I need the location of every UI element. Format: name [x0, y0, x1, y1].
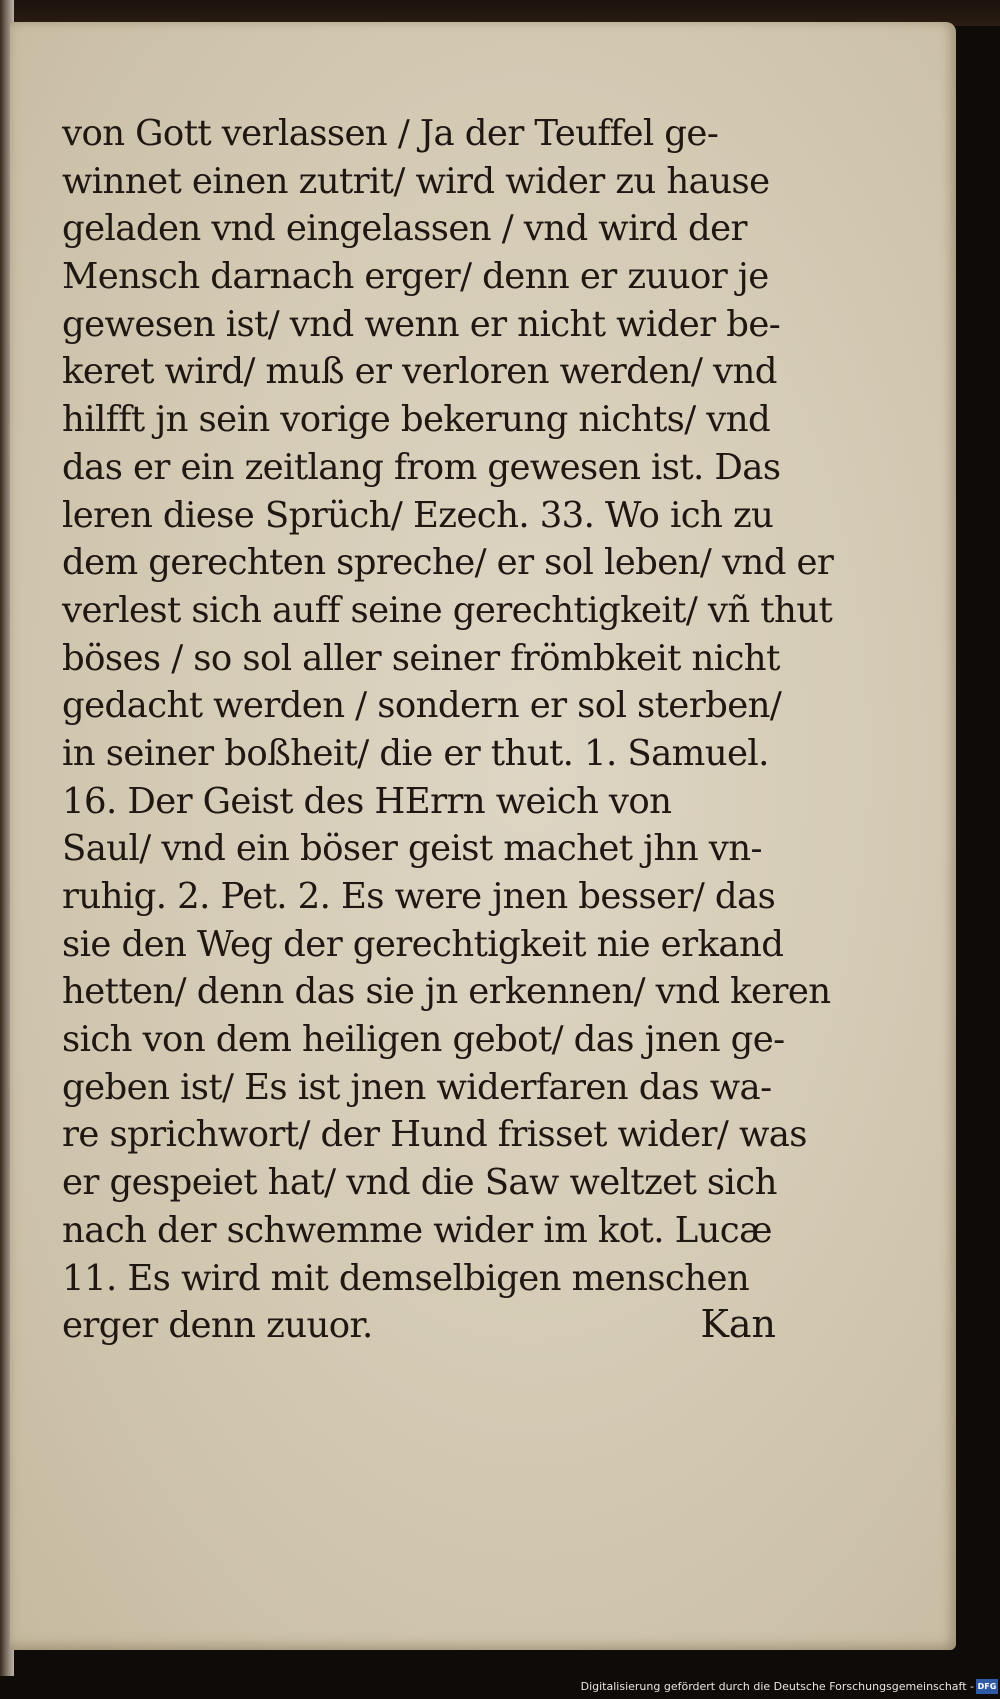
text-line: 16. Der Geist des HErrn weich von — [62, 780, 672, 822]
text-line: leren diese Sprüch/ Ezech. 33. Wo ich zu — [62, 494, 774, 536]
text-line: re sprichwort/ der Hund frisset wider/ was — [62, 1114, 807, 1156]
catchword: Kan — [700, 1302, 776, 1346]
dfg-logo: DFG — [976, 1679, 998, 1694]
text-line: Saul/ vnd ein böser geist machet jhn vn- — [62, 828, 762, 870]
page-body-text — [62, 110, 834, 1350]
text-line: böses / so sol aller seiner frömbkeit nicht — [62, 637, 780, 679]
text-line: Mensch darnach erger/ denn er zuuor je — [62, 256, 769, 298]
text-line: hilfft jn sein vorige bekerung nichts/ vnd — [62, 399, 771, 441]
text-line: gedacht werden / sondern er sol sterben/ — [62, 685, 782, 727]
text-line: keret wird/ muß er verloren werden/ vnd — [62, 351, 777, 393]
text-line: ruhig. 2. Pet. 2. Es were jnen besser/ das — [62, 876, 776, 917]
text-line: sich von dem heiligen gebot/ das jnen ge- — [62, 1019, 785, 1061]
text-line: nach der schwemme wider im kot. Lucæ — [62, 1209, 772, 1251]
text-line: geben ist/ Es ist jnen widerfaren das wa- — [62, 1066, 772, 1108]
text-line: in seiner boßheit/ die er thut. 1. Samuel. — [62, 732, 769, 774]
text-line: geladen vnd eingelassen / vnd wird der — [62, 208, 747, 250]
text-line: verlest sich auff seine gerechtigkeit/ vñ thut — [62, 589, 833, 631]
digitization-footer — [0, 1676, 1000, 1699]
text-line: hetten/ denn das sie jn erkennen/ vnd keren — [62, 971, 831, 1013]
text-line: winnet einen zutrit/ wird wider zu hause — [62, 160, 770, 202]
text-line: sie den Weg der gerechtigkeit nie erkand — [62, 923, 784, 965]
book-page — [10, 22, 956, 1650]
text-line: gewesen ist/ vnd wenn er nicht wider be- — [62, 303, 781, 345]
text-line: erger denn zuuor. — [62, 1305, 373, 1347]
text-line: das er ein zeitlang from gewesen ist. Das — [62, 446, 781, 488]
text-line: er gespeiet hat/ vnd die Saw weltzet sich — [62, 1162, 777, 1204]
text-line: dem gerechten spreche/ er sol leben/ vnd er — [62, 542, 834, 584]
text-line: 11. Es wird mit demselbigen menschen — [62, 1257, 750, 1299]
funding-credit: Digitalisierung gefördert durch die Deutsche Forschungsgemeinschaft - — [580, 1680, 974, 1693]
text-line: von Gott verlassen / Ja der Teuffel ge- — [62, 113, 719, 154]
